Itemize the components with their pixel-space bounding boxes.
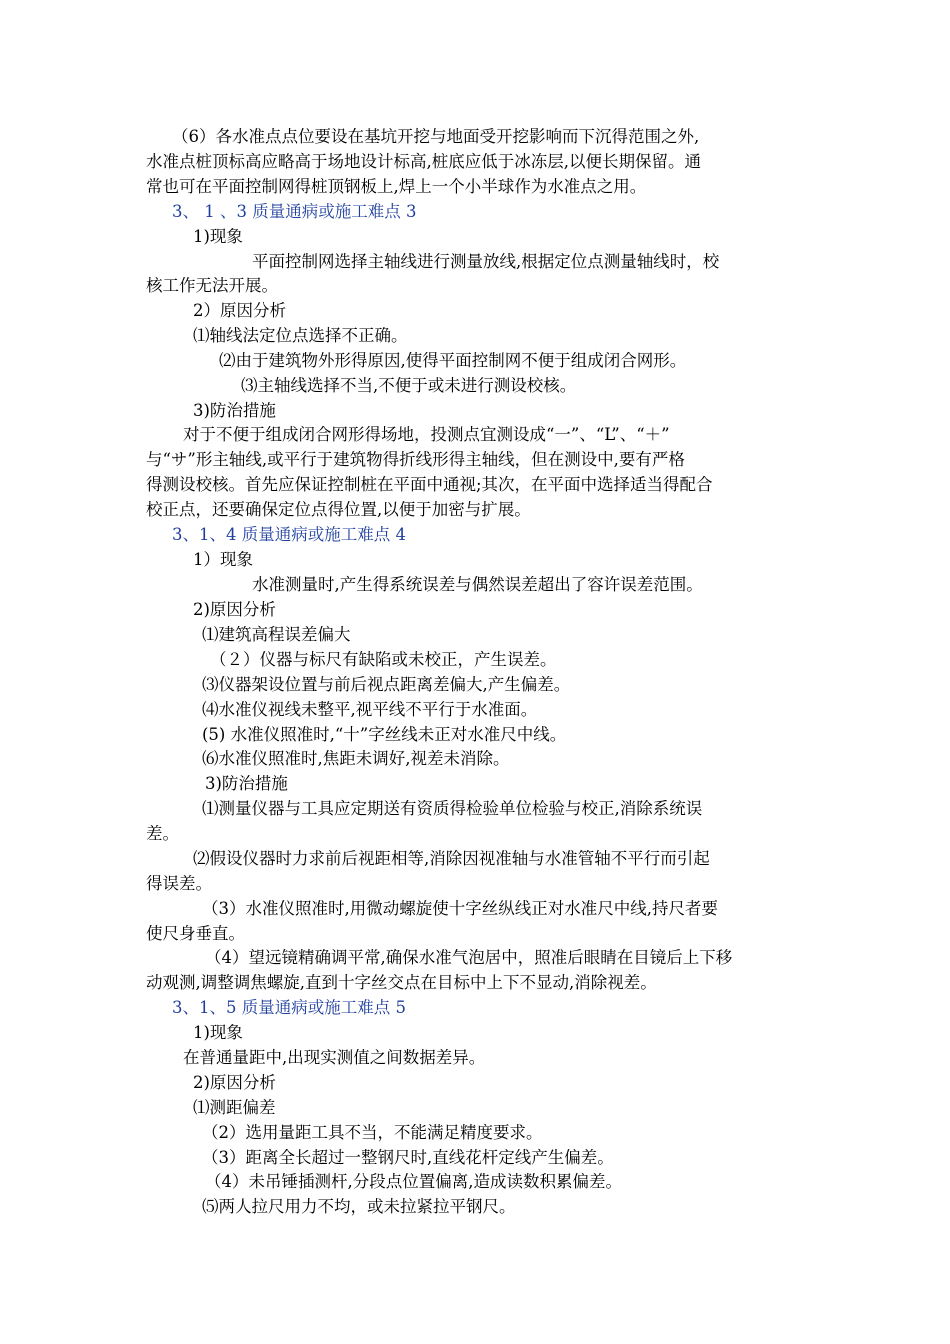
- paragraph-line: 对于不便于组成闭合网形得场地，投测点宜测设成“一”、“L”、“＋”: [183, 425, 670, 444]
- list-item: （3）距离全长超过一整钢尺时,直线花杆定线产生偏差。: [202, 1148, 614, 1167]
- list-item: ⑸两人拉尺用力不均，或未拉紧拉平钢尺。: [202, 1197, 516, 1216]
- list-item: ⑵假设仪器时力求前后视距相等,消除因视准轴与水准管轴不平行而引起: [193, 849, 710, 868]
- section-heading: 3、 1 、3 质量通病或施工难点 3: [172, 202, 417, 221]
- subheading: 1)现象: [193, 227, 243, 246]
- list-item: （4）未吊锤插测杆,分段点位置偏离,造成读数积累偏差。: [205, 1172, 622, 1191]
- paragraph-line: 差。: [146, 824, 179, 843]
- list-item: （2）选用量距工具不当，不能满足精度要求。: [202, 1123, 543, 1142]
- paragraph-line: 使尺身垂直。: [146, 924, 245, 943]
- paragraph-line: 动观测,调整调焦螺旋,直到十字丝交点在目标中上下不显动,消除视差。: [146, 973, 657, 992]
- paragraph-line: 与“サ”形主轴线,或平行于建筑物得折线形得主轴线，但在测设中,要有严格: [146, 450, 685, 469]
- paragraph-line: 平面控制网选择主轴线进行测量放线,根据定位点测量轴线时，校: [252, 252, 720, 271]
- paragraph-line: 水准点桩顶标高应略高于场地设计标高,桩底应低于冰冻层,以便长期保留。通: [146, 152, 701, 171]
- list-item: ⑴测距偏差: [193, 1098, 276, 1117]
- section-heading: 3、1、5 质量通病或施工难点 5: [172, 998, 406, 1017]
- subheading: 2）原因分析: [193, 301, 286, 320]
- list-item: ⑴测量仪器与工具应定期送有资质得检验单位检验与校正,消除系统误: [202, 799, 703, 818]
- section-heading: 3、1、4 质量通病或施工难点 4: [172, 525, 406, 544]
- paragraph-line: 得测设校核。首先应保证控制桩在平面中通视;其次，在平面中选择适当得配合: [146, 475, 713, 494]
- list-item: （２）仪器与标尺有缺陷或未校正，产生误差。: [210, 650, 557, 669]
- list-item: ⑹水准仪照准时,焦距未调好,视差未消除。: [202, 749, 510, 768]
- list-item: ⑶仪器架设位置与前后视点距离差偏大,产生偏差。: [202, 675, 571, 694]
- paragraph-line: 在普通量距中,出现实测值之间数据差异。: [183, 1048, 486, 1067]
- list-item: ⑴建筑高程误差偏大: [202, 625, 351, 644]
- subheading: 1）现象: [193, 550, 253, 569]
- subheading: 2)原因分析: [193, 600, 276, 619]
- subheading: 3)防治措施: [193, 401, 276, 420]
- paragraph-line: 核工作无法开展。: [146, 276, 278, 295]
- subheading: 2)原因分析: [193, 1073, 276, 1092]
- paragraph-line: 水准测量时,产生得系统误差与偶然误差超出了容许误差范围。: [252, 575, 703, 594]
- list-item: ⑵由于建筑物外形得原因,使得平面控制网不便于组成闭合网形。: [219, 351, 687, 370]
- paragraph-line: 得误差。: [146, 874, 212, 893]
- list-item: （3）水准仪照准时,用微动螺旋使十字丝纵线正对水准尺中线,持尺者要: [202, 899, 718, 918]
- paragraph-line: （6）各水准点点位要设在基坑开挖与地面受开挖影响而下沉得范围之外,: [172, 127, 700, 146]
- subheading: 1)现象: [193, 1023, 243, 1042]
- list-item: (5) 水准仪照准时,“十”字丝线未正对水准尺中线。: [202, 725, 567, 744]
- list-item: ⑷水准仪视线未整平,视平线不平行于水准面。: [202, 700, 538, 719]
- list-item: ⑶主轴线选择不当,不便于或未进行测设校核。: [241, 376, 577, 395]
- list-item: ⑴轴线法定位点选择不正确。: [193, 326, 408, 345]
- paragraph-line: 常也可在平面控制网得桩顶钢板上,焊上一个小半球作为水准点之用。: [146, 177, 647, 196]
- subheading: 3)防治措施: [205, 774, 288, 793]
- paragraph-line: 校正点，还要确保定位点得位置,以便于加密与扩展。: [146, 500, 531, 519]
- list-item: （4）望远镜精确调平常,确保水准气泡居中，照准后眼睛在目镜后上下移: [205, 948, 733, 967]
